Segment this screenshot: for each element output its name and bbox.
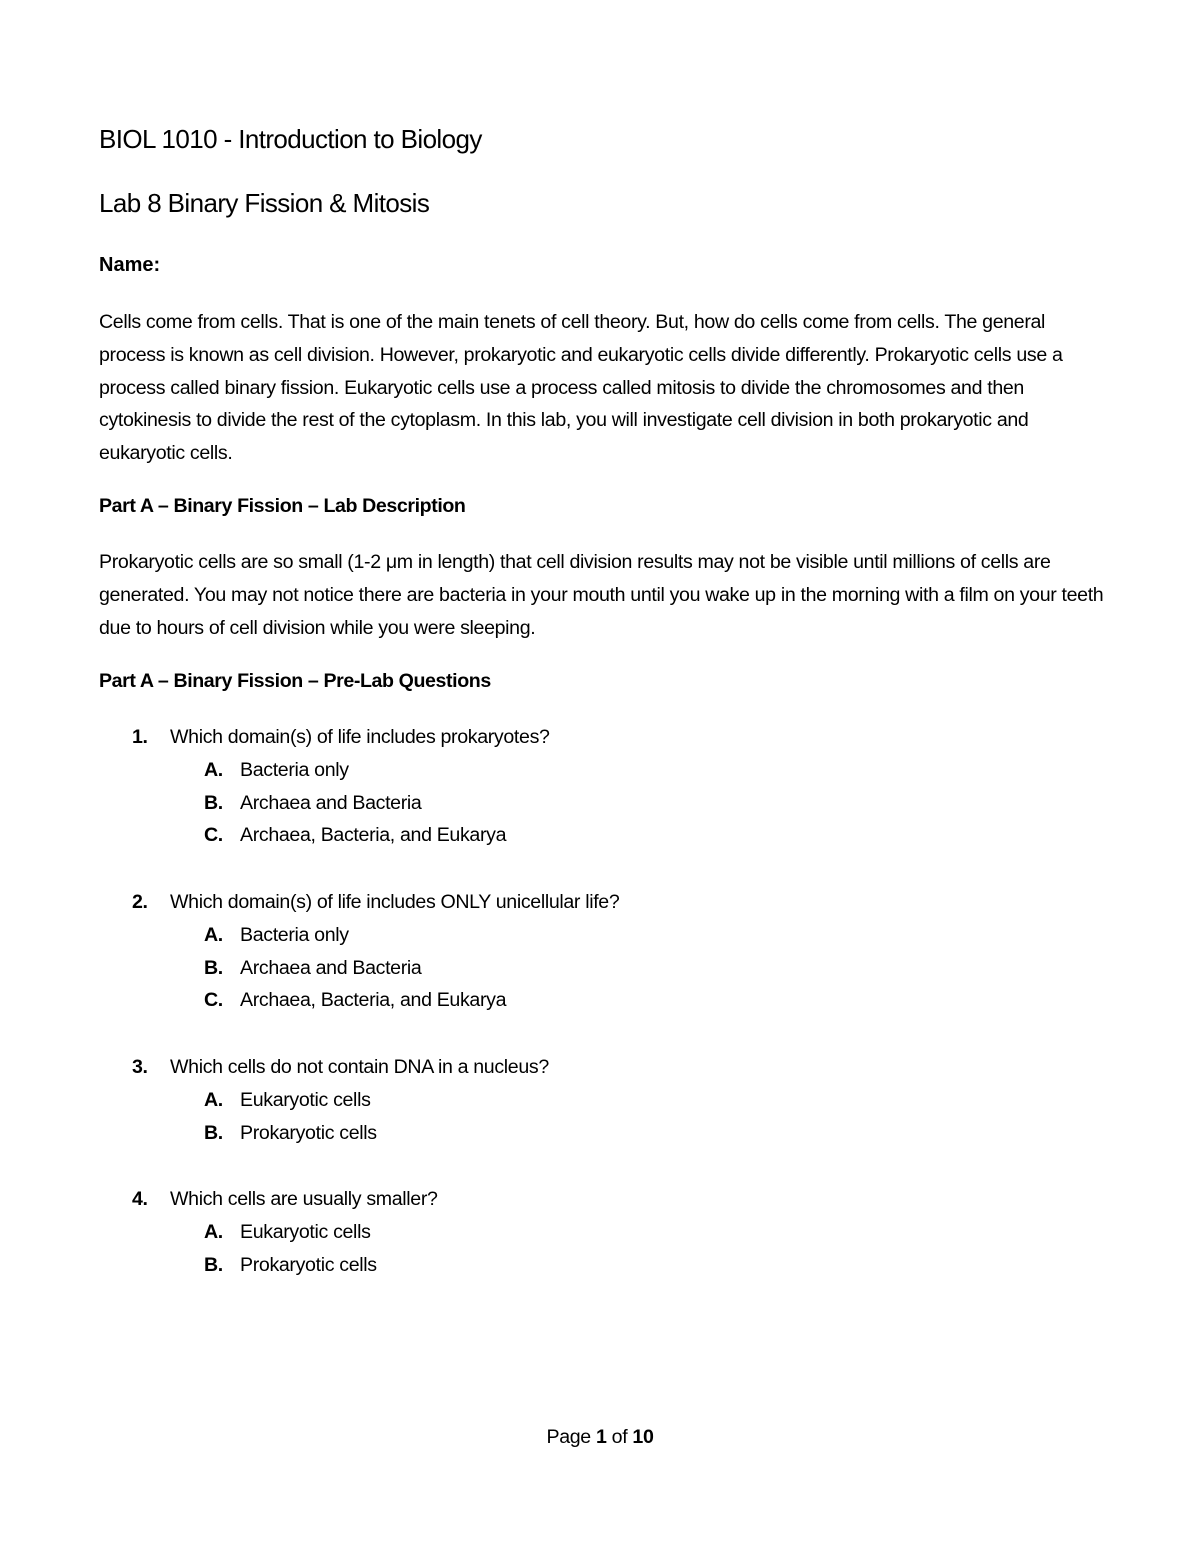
option-text: Archaea and Bacteria: [240, 791, 422, 814]
option-letter: B.: [204, 956, 223, 979]
option-letter: C.: [204, 989, 223, 1012]
option-text: Bacteria only: [240, 924, 349, 946]
part-a-description-paragraph: Prokaryotic cells are so small (1-2 μm in length) that cell division results may not be visible until millions of cells are generated. You may not notice there are bacteria in your mouth until you wake up in the morning with a film on your teeth due to hours of cell division while you were sleeping.: [99, 551, 1104, 639]
option-letter: B.: [204, 791, 223, 814]
option-text: Bacteria only: [240, 759, 349, 781]
course-title: BIOL 1010 - Introduction to Biology: [99, 124, 482, 154]
footer-of-word: of: [611, 1426, 628, 1448]
option-a: [99, 1216, 1109, 1249]
question-number: 2.: [132, 891, 148, 913]
option-text: Archaea, Bacteria, and Eukarya: [240, 824, 507, 847]
intro-paragraph: Cells come from cells. That is one of the main tenets of cell theory. But, how do cells come from cells. The general process is known as cell division. However, prokaryotic and eukaryotic cells divide differently. Prokaryotic cells use a process called binary fission. Eukaryotic cells use a process called mitosis to divide the chromosomes and then cytokinesis to divide the rest of the cytoplasm. In this lab, you will investigate cell division in both prokaryotic and eukaryotic cells.: [99, 311, 1063, 465]
question-text: Which domain(s) of life includes prokaryotes?: [170, 726, 550, 748]
question-number: 1.: [132, 726, 148, 748]
question-line: [99, 886, 1109, 919]
question-text: Which cells do not contain DNA in a nucleus?: [170, 1056, 549, 1078]
option-letter: B.: [204, 1121, 223, 1144]
option-a: [99, 754, 1109, 787]
option-text: Eukaryotic cells: [240, 1221, 371, 1243]
option-letter: B.: [204, 1253, 223, 1276]
page-footer: [0, 1426, 1200, 1449]
question-1: [99, 721, 1109, 852]
question-4: [99, 1183, 1109, 1281]
option-letter: A.: [204, 1089, 223, 1111]
option-text: Prokaryotic cells: [240, 1121, 377, 1144]
part-a-prelab-heading: Part A – Binary Fission – Pre-Lab Questions: [99, 670, 491, 692]
option-b: [99, 787, 1109, 820]
question-2: [99, 886, 1109, 1017]
option-letter: A.: [204, 759, 223, 781]
question-line: [99, 721, 1109, 754]
option-b: [99, 1249, 1109, 1282]
footer-current-page: 1: [595, 1426, 607, 1448]
question-3: [99, 1051, 1109, 1149]
option-text: Prokaryotic cells: [240, 1253, 377, 1276]
option-letter: C.: [204, 824, 223, 847]
question-number: 4.: [132, 1188, 148, 1210]
option-b: [99, 1117, 1109, 1150]
option-a: [99, 919, 1109, 952]
part-a-description-heading: Part A – Binary Fission – Lab Description: [99, 495, 466, 517]
question-text: Which domain(s) of life includes ONLY unicellular life?: [170, 891, 620, 913]
option-text: Eukaryotic cells: [240, 1089, 371, 1111]
option-letter: A.: [204, 1221, 223, 1243]
option-text: Archaea and Bacteria: [240, 956, 422, 979]
option-a: [99, 1084, 1109, 1117]
option-text: Archaea, Bacteria, and Eukarya: [240, 989, 507, 1012]
question-text: Which cells are usually smaller?: [170, 1188, 438, 1210]
question-number: 3.: [132, 1056, 148, 1078]
lab-title: Lab 8 Binary Fission & Mitosis: [99, 188, 430, 218]
option-b: [99, 952, 1109, 985]
question-line: [99, 1183, 1109, 1216]
option-c: [99, 819, 1109, 852]
question-line: [99, 1051, 1109, 1084]
footer-total-pages: 10: [632, 1426, 654, 1448]
name-label: Name:: [99, 254, 161, 276]
footer-page-word: Page: [546, 1426, 591, 1448]
option-c: [99, 984, 1109, 1017]
option-letter: A.: [204, 924, 223, 946]
